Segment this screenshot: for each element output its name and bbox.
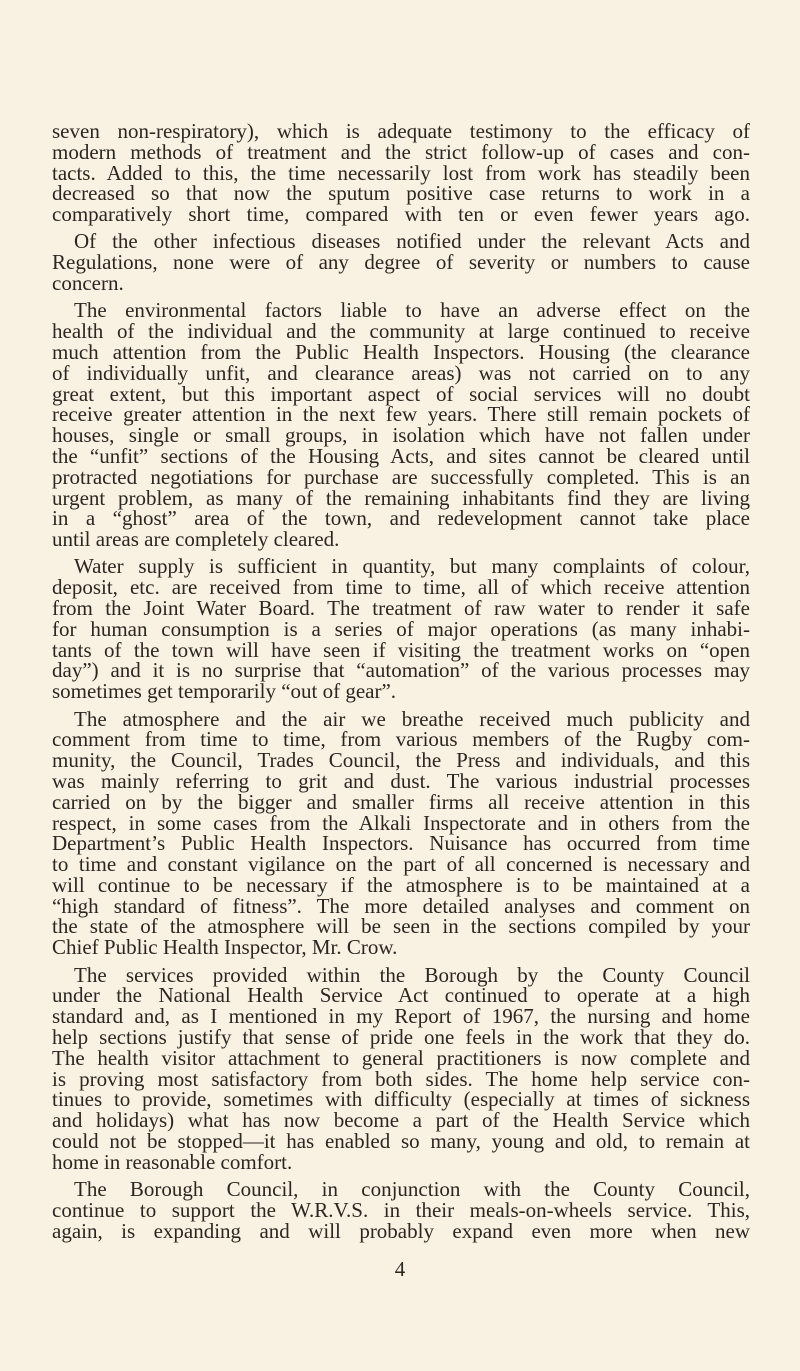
paragraph — [52, 229, 750, 296]
text-line: and holidays) what has now become a part of the Health Service which — [52, 1108, 750, 1133]
text-line: “high standard of fitness”. The more detailed analyses and comment on — [52, 893, 750, 918]
text-line: to time and constant vigilance on the part of all concerned is necessary and — [52, 852, 750, 877]
text-line: receive greater attention in the next few years. There still remain pockets of — [52, 402, 750, 427]
text-line: help sections justify that sense of pride one feels in the work that they do. — [52, 1024, 750, 1049]
paragraph — [52, 962, 750, 1174]
text-line: tants of the town will have seen if visiting the treatment works on “open — [52, 637, 750, 662]
paragraph — [52, 706, 750, 960]
text-line: will continue to be necessary if the atmosphere is to be maintained at a — [52, 872, 750, 897]
text-line: The Borough Council, in conjunction with the County Council, — [74, 1177, 750, 1202]
body-text — [52, 121, 750, 1241]
page-number: 4 — [394, 1257, 406, 1281]
text-line: carried on by the bigger and smaller firms all receive attention in this — [52, 789, 750, 814]
text-line: from the Joint Water Board. The treatment of raw water to render it safe — [52, 596, 750, 621]
text-line: was mainly referring to grit and dust. The various industrial processes — [52, 768, 750, 793]
text-line: deposit, etc. are received from time to time, all of which receive attention — [52, 575, 750, 600]
text-line: continue to support the W.R.V.S. in their meals-on-wheels service. This, — [52, 1197, 750, 1222]
text-line: The atmosphere and the air we breathe received much publicity and — [74, 706, 750, 731]
text-line: much attention from the Public Health Inspectors. Housing (the clearance — [52, 339, 750, 364]
text-line: under the National Health Service Act continued to operate at a high — [52, 983, 750, 1008]
text-line: decreased so that now the sputum positive case returns to work in a — [52, 181, 750, 206]
text-line: home in reasonable comfort. — [52, 1149, 293, 1174]
text-line: Water supply is sufficient in quantity, but many complaints of colour, — [74, 554, 750, 579]
text-line: comment from time to time, from various members of the Rugby com- — [52, 727, 750, 752]
text-line: comparatively short time, compared with ten or even fewer years ago. — [52, 202, 750, 227]
text-line: Chief Public Health Inspector, Mr. Crow. — [52, 935, 398, 960]
text-line: The services provided within the Borough by the County Council — [74, 962, 750, 987]
text-line: Regulations, none were of any degree of severity or numbers to cause — [52, 250, 750, 275]
text-line: munity, the Council, Trades Council, the Press and individuals, and this — [52, 748, 750, 773]
text-line: Of the other infectious diseases notified under the relevant Acts and — [74, 229, 750, 254]
text-line: protracted negotiations for purchase are successfully completed. This is an — [52, 464, 750, 489]
text-line: the state of the atmosphere will be seen in the sections compiled by your — [52, 914, 750, 939]
text-line: concern. — [52, 271, 124, 296]
text-line: until areas are completely cleared. — [52, 527, 340, 552]
text-line: in a “ghost” area of the town, and redevelopment cannot take place — [52, 506, 750, 531]
text-line: respect, in some cases from the Alkali Inspectorate and in others from the — [52, 810, 750, 835]
text-line: again, is expanding and will probably expand even more when new — [52, 1218, 750, 1243]
paragraph — [52, 300, 750, 550]
text-line: sometimes get temporarily “out of gear”. — [52, 679, 397, 704]
text-line: tinues to provide, sometimes with difficulty (especially at times of sickness — [52, 1087, 750, 1112]
text-line: of individually unfit, and clearance areas) was not carried on to any — [52, 360, 750, 385]
text-line: urgent problem, as many of the remaining inhabitants find they are living — [52, 485, 750, 510]
text-line: great extent, but this important aspect of social services will no doubt — [52, 381, 750, 406]
text-line: health of the individual and the community at large continued to receive — [52, 319, 750, 344]
text-line: houses, single or small groups, in isolation which have not fallen under — [52, 423, 750, 448]
text-line: The environmental factors liable to have an adverse effect on the — [74, 298, 750, 323]
text-line: tacts. Added to this, the time necessarily lost from work has steadily been — [52, 160, 750, 185]
text-line: seven non-respiratory), which is adequate testimony to the efficacy of — [52, 119, 750, 143]
text-line: is proving most satisfactory from both sides. The home help service con- — [52, 1066, 750, 1091]
paragraph — [52, 556, 750, 702]
text-line: The health visitor attachment to general practitioners is now complete and — [52, 1045, 750, 1070]
text-line: for human consumption is a series of major operations (as many inhabi- — [52, 616, 750, 641]
paragraph — [52, 1179, 750, 1241]
text-line: the “unfit” sections of the Housing Acts, and sites cannot be cleared until — [52, 443, 750, 468]
text-line: Department’s Public Health Inspectors. Nuisance has occurred from time — [52, 831, 750, 856]
text-line: day”) and it is no surprise that “automation” of the various processes may — [52, 658, 750, 683]
text-line: modern methods of treatment and the strict follow-up of cases and con- — [52, 139, 750, 164]
text-line: could not be stopped—it has enabled so many, young and old, to remain at — [52, 1128, 750, 1153]
paragraph — [52, 121, 750, 225]
text-line: standard and, as I mentioned in my Report of 1967, the nursing and home — [52, 1004, 750, 1029]
